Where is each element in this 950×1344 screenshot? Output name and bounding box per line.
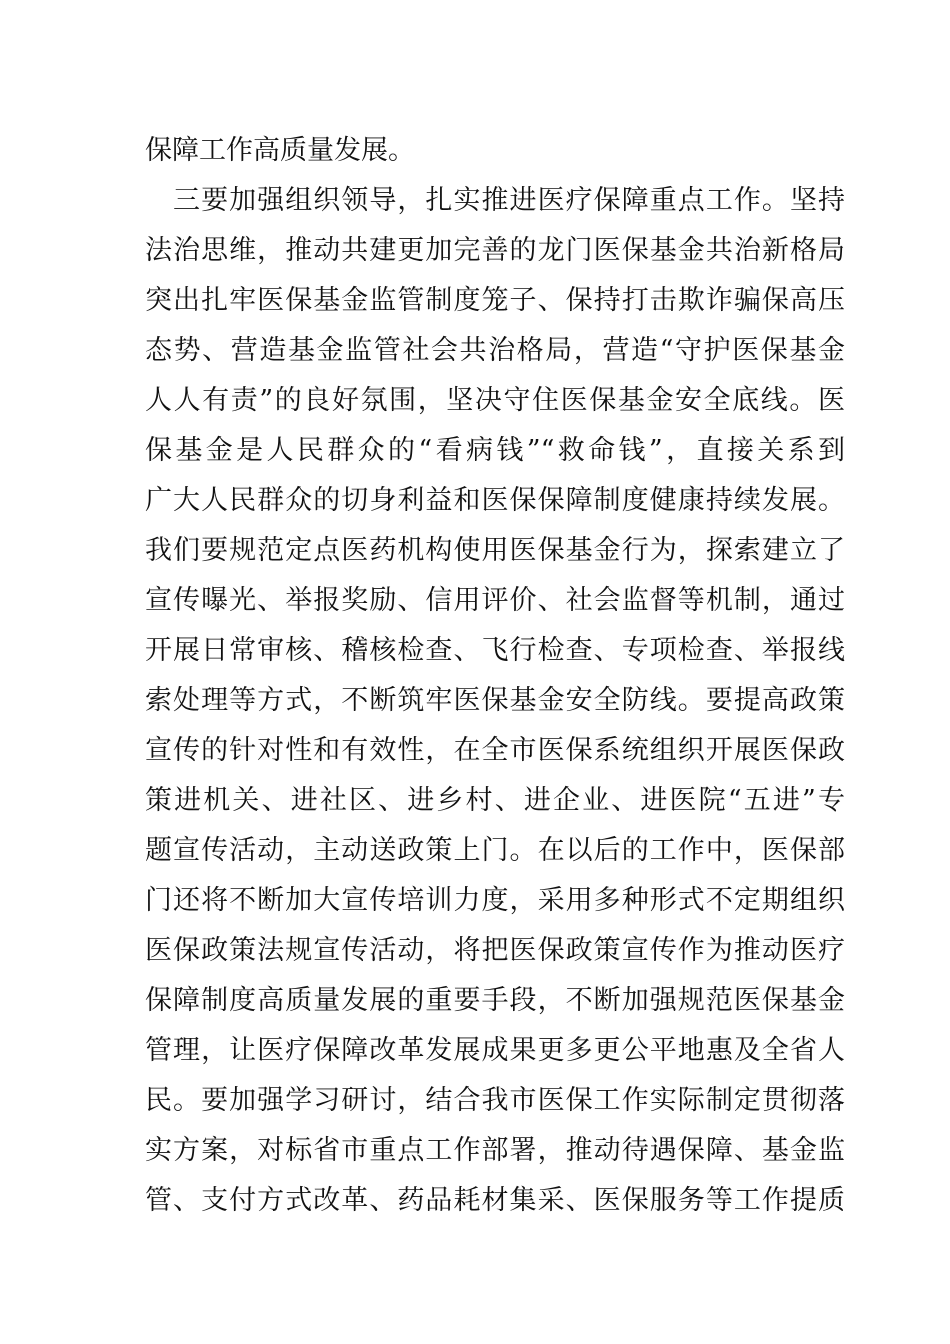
text-line: 策进机关、进社区、进乡村、进企业、进医院“五进”专 [145,785,845,816]
text-line: 保障工作高质量发展。 [145,135,415,166]
text-line: 实方案，对标省市重点工作部署，推动待遇保障、基金监 [145,1135,845,1166]
text-line: 保基金是人民群众的“看病钱”“救命钱”，直接关系到 [145,435,845,466]
text-line: 管、支付方式改革、药品耗材集采、医保服务等工作提质 [145,1185,845,1216]
text-line: 广大人民群众的切身利益和医保保障制度健康持续发展。 [145,485,845,516]
text-line: 宣传曝光、举报奖励、信用评价、社会监督等机制，通过 [145,585,845,616]
text-line: 宣传的针对性和有效性，在全市医保系统组织开展医保政 [145,735,845,766]
text-line: 门还将不断加大宣传培训力度，采用多种形式不定期组织 [145,885,845,916]
text-line: 开展日常审核、稽核检查、飞行检查、专项检查、举报线 [145,635,845,666]
text-line: 题宣传活动，主动送政策上门。在以后的工作中，医保部 [145,835,845,866]
text-line: 民。要加强学习研讨，结合我市医保工作实际制定贯彻落 [145,1085,845,1116]
text-line: 法治思维，推动共建更加完善的龙门医保基金共治新格局 [145,235,845,266]
text-line: 三要加强组织领导，扎实推进医疗保障重点工作。坚持 [145,185,845,216]
text-line: 态势、营造基金监管社会共治格局，营造“守护医保基金 [145,335,845,366]
document-body [145,126,845,1226]
text-line: 人人有责”的良好氛围，坚决守住医保基金安全底线。医 [145,385,845,416]
text-line: 保障制度高质量发展的重要手段，不断加强规范医保基金 [145,985,845,1016]
text-line: 我们要规范定点医药机构使用医保基金行为，探索建立了 [145,535,845,566]
text-line: 索处理等方式，不断筑牢医保基金安全防线。要提高政策 [145,685,845,716]
text-line: 突出扎牢医保基金监管制度笼子、保持打击欺诈骗保高压 [145,285,845,316]
text-line: 管理，让医疗保障改革发展成果更多更公平地惠及全省人 [145,1035,845,1066]
text-line: 医保政策法规宣传活动，将把医保政策宣传作为推动医疗 [145,935,845,966]
